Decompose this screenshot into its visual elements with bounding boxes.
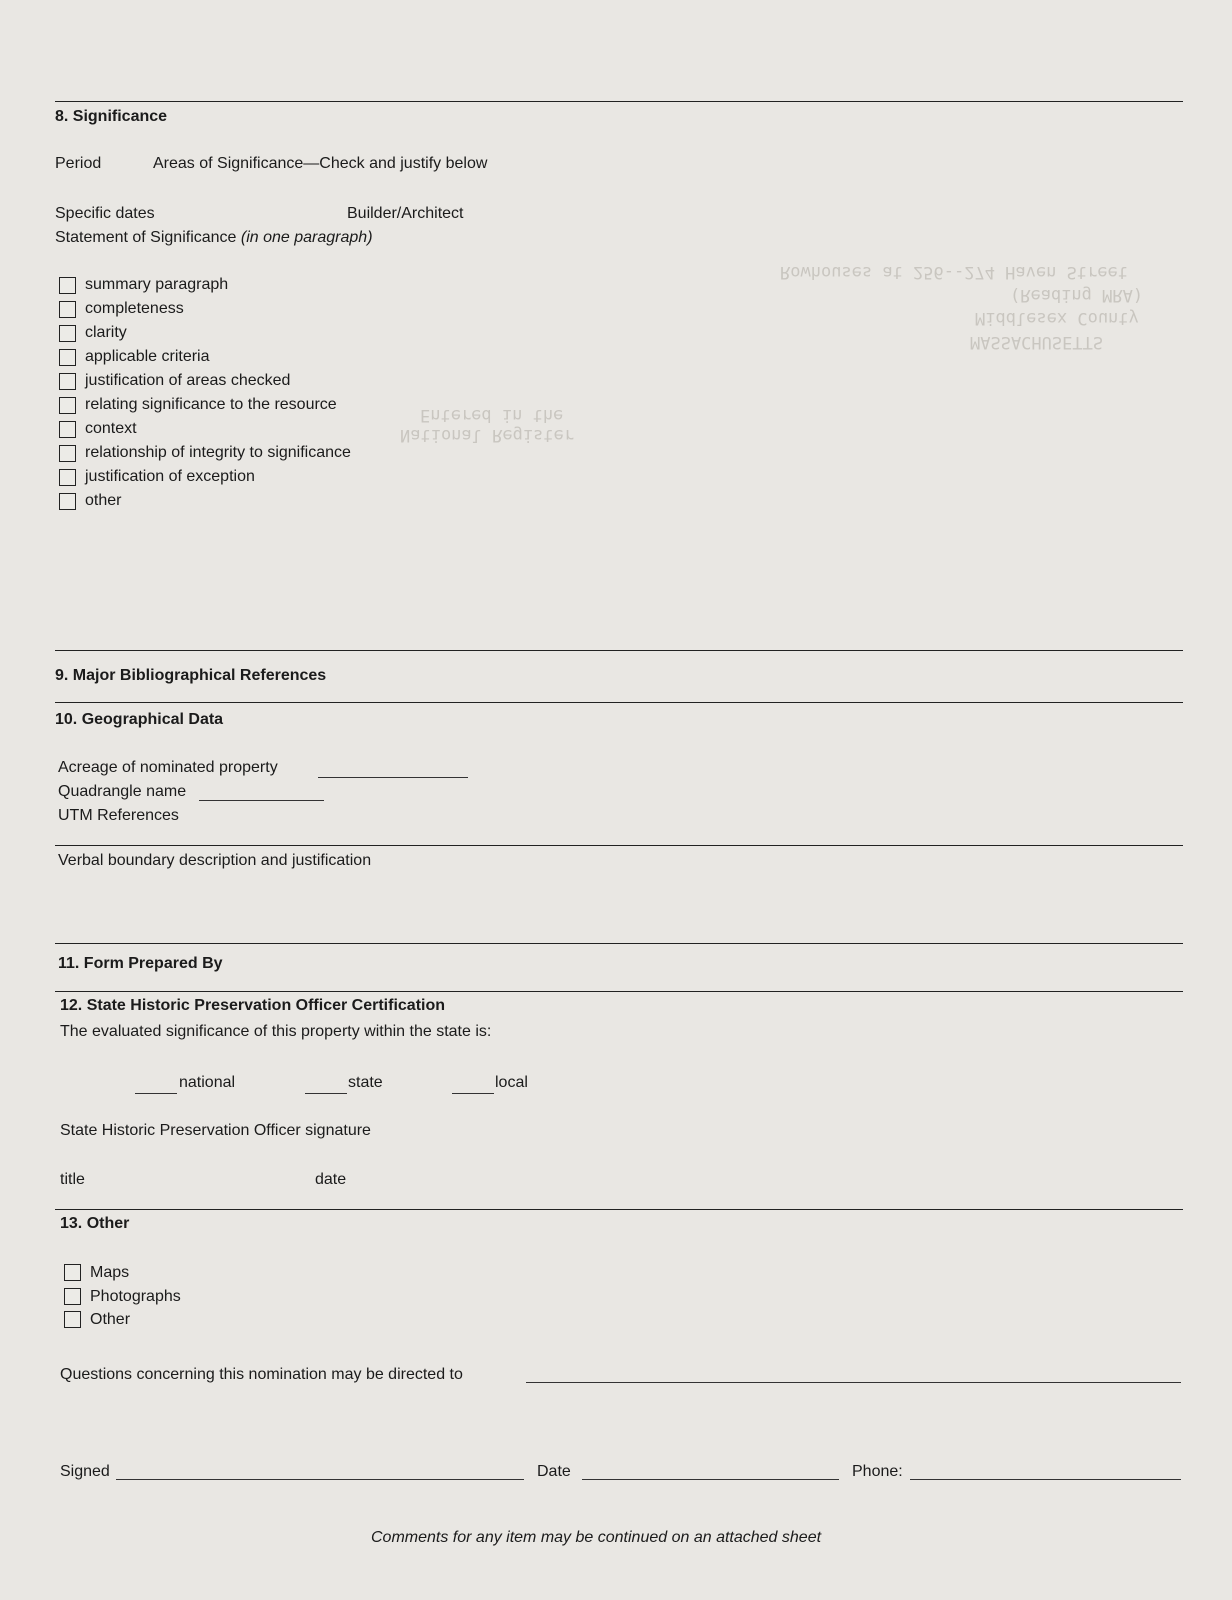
checkbox[interactable]: [59, 301, 76, 318]
quadrangle-label: Quadrangle name: [58, 783, 187, 800]
section-8-heading: 8. Significance: [55, 108, 168, 125]
checkbox[interactable]: [59, 493, 76, 510]
maps-label: Maps: [90, 1264, 130, 1281]
checkbox[interactable]: [59, 445, 76, 462]
bleed-line: National Register: [400, 425, 574, 445]
evaluated-text: The evaluated significance of this property within the state is:: [60, 1023, 492, 1040]
photographs-label: Photographs: [90, 1288, 181, 1305]
phone-label: Phone:: [852, 1463, 903, 1480]
statement-note: (in one paragraph): [240, 229, 373, 246]
checklist-label: relationship of integrity to significance: [85, 444, 351, 461]
checkbox[interactable]: [59, 397, 76, 414]
bleed-line: Entered in the: [420, 405, 564, 425]
section-divider: [55, 101, 1183, 102]
checklist-label: completeness: [85, 300, 184, 317]
comments-note: Comments for any item may be continued on an attached sheet: [371, 1529, 822, 1546]
section-13-heading: 13. Other: [60, 1215, 130, 1232]
checkbox[interactable]: [59, 469, 76, 486]
areas-label: Areas of Significance—Check and justify below: [153, 155, 488, 172]
bleed-line: (Reading MRA): [1010, 285, 1144, 305]
section-divider: [55, 943, 1183, 944]
checklist-label: justification of areas checked: [85, 372, 291, 389]
checkbox[interactable]: [64, 1288, 81, 1305]
state-blank[interactable]: [305, 1093, 347, 1094]
phone-blank[interactable]: [910, 1479, 1181, 1480]
national-blank[interactable]: [135, 1093, 177, 1094]
section-divider: [55, 650, 1183, 651]
local-blank[interactable]: [452, 1093, 494, 1094]
checkbox[interactable]: [59, 277, 76, 294]
section-9-heading: 9. Major Bibliographical References: [55, 667, 327, 684]
specific-dates-label: Specific dates: [55, 205, 155, 222]
title-label: title: [60, 1171, 85, 1188]
checklist-label: justification of exception: [85, 468, 255, 485]
section-divider: [55, 845, 1183, 846]
statement-label: Statement of Significance (in one paragraph): [55, 229, 373, 246]
checkbox[interactable]: [59, 373, 76, 390]
checklist-label: relating significance to the resource: [85, 396, 337, 413]
section-10-heading: 10. Geographical Data: [55, 711, 224, 728]
section-divider: [55, 1209, 1183, 1210]
section-divider: [55, 991, 1183, 992]
local-label: local: [495, 1074, 528, 1091]
quadrangle-blank[interactable]: [199, 800, 324, 801]
date-footer-label: Date: [537, 1463, 571, 1480]
checklist-label: clarity: [85, 324, 127, 341]
checklist-label: summary paragraph: [85, 276, 229, 293]
date-blank[interactable]: [582, 1479, 839, 1480]
state-label: state: [348, 1074, 383, 1091]
questions-label: Questions concerning this nomination may be directed to: [60, 1366, 463, 1383]
verbal-boundary-label: Verbal boundary description and justification: [58, 852, 372, 869]
shpo-signature-label: State Historic Preservation Officer signature: [60, 1122, 371, 1139]
bleed-line: Rowhouses at 256--274 Haven Street: [780, 262, 1128, 282]
utm-label: UTM References: [58, 807, 179, 824]
checklist-label: applicable criteria: [85, 348, 210, 365]
acreage-blank[interactable]: [318, 777, 468, 778]
signed-blank[interactable]: [116, 1479, 524, 1480]
date-label: date: [315, 1171, 347, 1188]
period-label: Period: [55, 155, 102, 172]
checkbox[interactable]: [59, 349, 76, 366]
section-11-heading: 11. Form Prepared By: [58, 955, 223, 972]
section-12-heading: 12. State Historic Preservation Officer Certification: [60, 997, 446, 1014]
signed-label: Signed: [60, 1463, 110, 1480]
bleed-line: MASSACHUSETTS: [970, 332, 1104, 352]
checkbox[interactable]: [64, 1311, 81, 1328]
bleed-line: Middlesex County: [975, 308, 1139, 328]
national-label: national: [179, 1074, 236, 1091]
other-label: Other: [90, 1311, 131, 1328]
checkbox[interactable]: [59, 421, 76, 438]
acreage-label: Acreage of nominated property: [58, 759, 278, 776]
questions-blank[interactable]: [526, 1382, 1181, 1383]
checklist-label: context: [85, 420, 137, 437]
checklist-label: other: [85, 492, 122, 509]
checkbox[interactable]: [59, 325, 76, 342]
builder-label: Builder/Architect: [347, 205, 464, 222]
section-divider: [55, 702, 1183, 703]
checkbox[interactable]: [64, 1264, 81, 1281]
